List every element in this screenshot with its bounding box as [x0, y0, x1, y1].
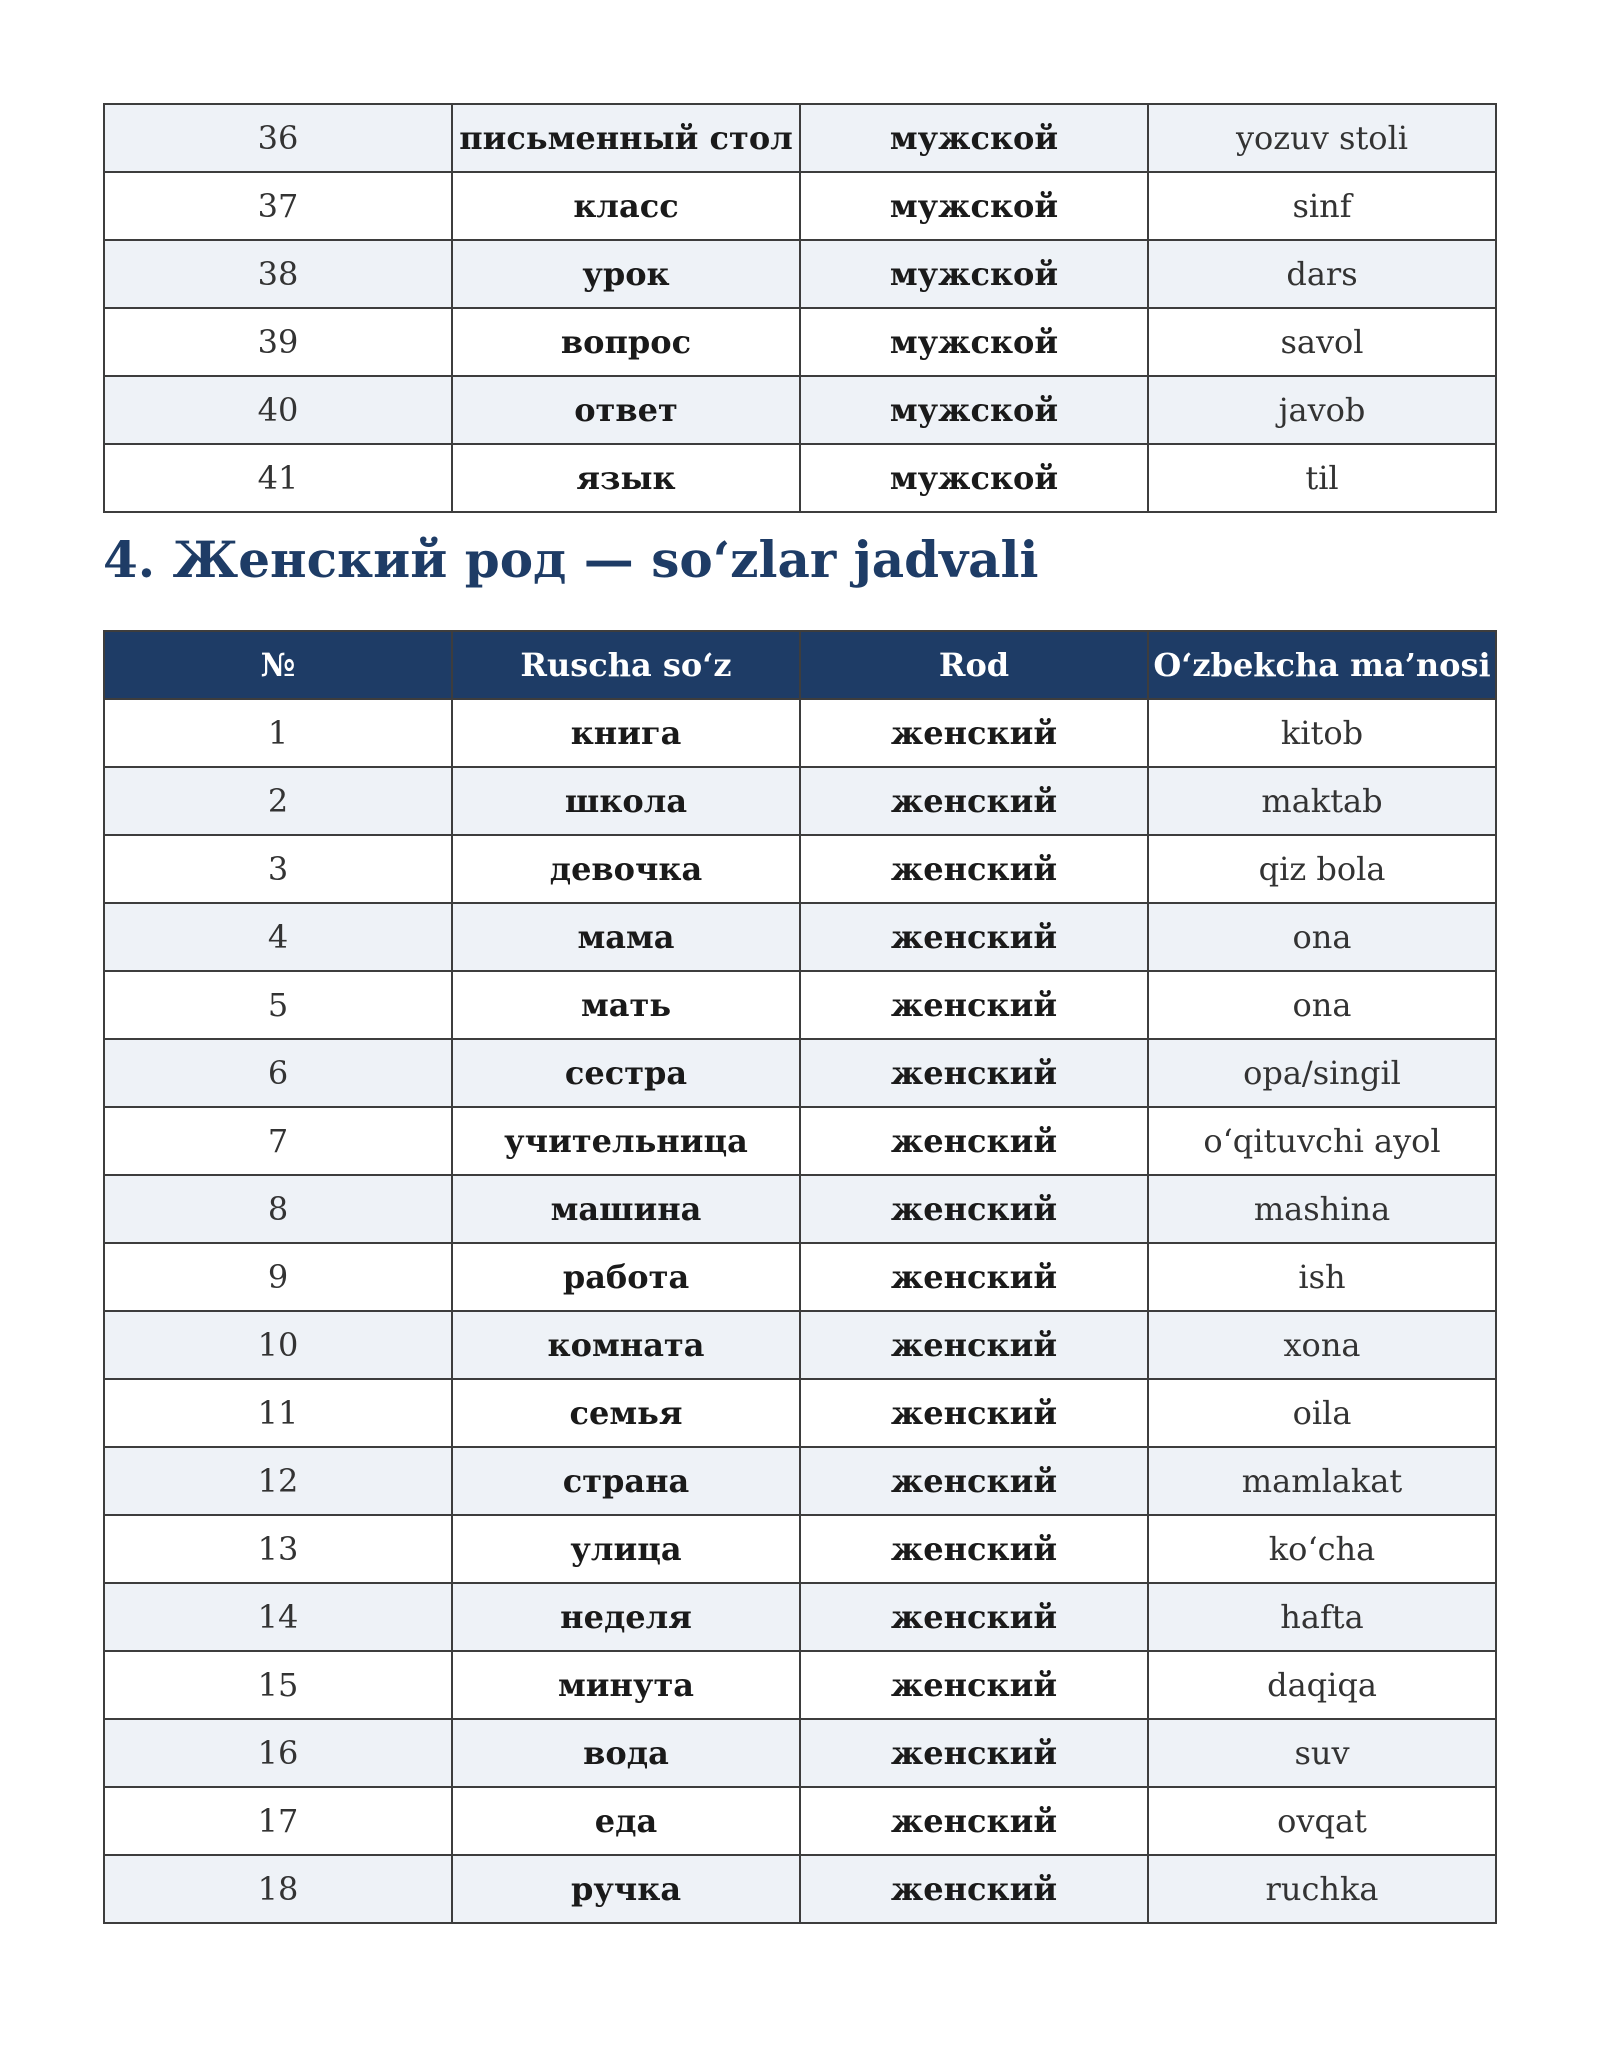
- gender-cell: женский: [800, 971, 1148, 1039]
- russian-word-cell: школа: [452, 767, 800, 835]
- table-row: [104, 240, 1496, 308]
- russian-word-cell: учительница: [452, 1107, 800, 1175]
- table-row: [104, 1039, 1496, 1107]
- uzbek-meaning-cell: xona: [1148, 1311, 1496, 1379]
- gender-cell: женский: [800, 1787, 1148, 1855]
- gender-cell: женский: [800, 1311, 1148, 1379]
- table-row: [104, 699, 1496, 767]
- row-number-cell: 17: [104, 1787, 452, 1855]
- table-row: [104, 903, 1496, 971]
- masculine-words-table: [103, 103, 1497, 513]
- table-row: [104, 1515, 1496, 1583]
- table-row: [104, 308, 1496, 376]
- table-row: [104, 444, 1496, 512]
- russian-word-cell: машина: [452, 1175, 800, 1243]
- russian-word-cell: неделя: [452, 1583, 800, 1651]
- table-row: [104, 376, 1496, 444]
- feminine-words-table: [103, 630, 1497, 1924]
- russian-word-cell: минута: [452, 1651, 800, 1719]
- gender-cell: женский: [800, 1719, 1148, 1787]
- row-number-cell: 11: [104, 1379, 452, 1447]
- russian-word-cell: письменный стол: [452, 104, 800, 172]
- header-number: №: [104, 631, 452, 699]
- russian-word-cell: мать: [452, 971, 800, 1039]
- header-row: [104, 631, 1496, 699]
- gender-cell: женский: [800, 1175, 1148, 1243]
- uzbek-meaning-cell: ona: [1148, 903, 1496, 971]
- russian-word-cell: мама: [452, 903, 800, 971]
- row-number-cell: 41: [104, 444, 452, 512]
- gender-cell: женский: [800, 767, 1148, 835]
- row-number-cell: 15: [104, 1651, 452, 1719]
- gender-cell: женский: [800, 1515, 1148, 1583]
- table-row: [104, 1855, 1496, 1923]
- uzbek-meaning-cell: mashina: [1148, 1175, 1496, 1243]
- masculine-words-table-body: [104, 104, 1496, 512]
- header-gender: Rod: [800, 631, 1148, 699]
- row-number-cell: 4: [104, 903, 452, 971]
- russian-word-cell: девочка: [452, 835, 800, 903]
- row-number-cell: 37: [104, 172, 452, 240]
- gender-cell: женский: [800, 835, 1148, 903]
- uzbek-meaning-cell: o‘qituvchi ayol: [1148, 1107, 1496, 1175]
- gender-cell: женский: [800, 1039, 1148, 1107]
- section-heading: 4. Женский род — so‘zlar jadvali: [103, 530, 1039, 589]
- table-row: [104, 1243, 1496, 1311]
- uzbek-meaning-cell: javob: [1148, 376, 1496, 444]
- row-number-cell: 39: [104, 308, 452, 376]
- gender-cell: мужской: [800, 308, 1148, 376]
- table-row: [104, 1447, 1496, 1515]
- gender-cell: женский: [800, 1651, 1148, 1719]
- table-row: [104, 1719, 1496, 1787]
- gender-cell: мужской: [800, 240, 1148, 308]
- row-number-cell: 9: [104, 1243, 452, 1311]
- row-number-cell: 40: [104, 376, 452, 444]
- russian-word-cell: комната: [452, 1311, 800, 1379]
- gender-cell: женский: [800, 1855, 1148, 1923]
- russian-word-cell: семья: [452, 1379, 800, 1447]
- uzbek-meaning-cell: ona: [1148, 971, 1496, 1039]
- row-number-cell: 36: [104, 104, 452, 172]
- uzbek-meaning-cell: suv: [1148, 1719, 1496, 1787]
- row-number-cell: 3: [104, 835, 452, 903]
- uzbek-meaning-cell: savol: [1148, 308, 1496, 376]
- russian-word-cell: книга: [452, 699, 800, 767]
- gender-cell: женский: [800, 1107, 1148, 1175]
- uzbek-meaning-cell: qiz bola: [1148, 835, 1496, 903]
- uzbek-meaning-cell: ko‘cha: [1148, 1515, 1496, 1583]
- header-russian-word: Ruscha so‘z: [452, 631, 800, 699]
- row-number-cell: 18: [104, 1855, 452, 1923]
- row-number-cell: 8: [104, 1175, 452, 1243]
- russian-word-cell: вопрос: [452, 308, 800, 376]
- uzbek-meaning-cell: opa/singil: [1148, 1039, 1496, 1107]
- russian-word-cell: страна: [452, 1447, 800, 1515]
- russian-word-cell: сестра: [452, 1039, 800, 1107]
- row-number-cell: 7: [104, 1107, 452, 1175]
- russian-word-cell: урок: [452, 240, 800, 308]
- table-row: [104, 1107, 1496, 1175]
- russian-word-cell: язык: [452, 444, 800, 512]
- row-number-cell: 1: [104, 699, 452, 767]
- uzbek-meaning-cell: hafta: [1148, 1583, 1496, 1651]
- uzbek-meaning-cell: sinf: [1148, 172, 1496, 240]
- table-row: [104, 1651, 1496, 1719]
- table-row: [104, 1787, 1496, 1855]
- row-number-cell: 10: [104, 1311, 452, 1379]
- uzbek-meaning-cell: ish: [1148, 1243, 1496, 1311]
- russian-word-cell: вода: [452, 1719, 800, 1787]
- row-number-cell: 5: [104, 971, 452, 1039]
- feminine-words-table-header: [104, 631, 1496, 699]
- table-row: [104, 1583, 1496, 1651]
- row-number-cell: 2: [104, 767, 452, 835]
- gender-cell: женский: [800, 1583, 1148, 1651]
- uzbek-meaning-cell: yozuv stoli: [1148, 104, 1496, 172]
- gender-cell: мужской: [800, 376, 1148, 444]
- uzbek-meaning-cell: dars: [1148, 240, 1496, 308]
- russian-word-cell: класс: [452, 172, 800, 240]
- table-row: [104, 1175, 1496, 1243]
- gender-cell: женский: [800, 1447, 1148, 1515]
- uzbek-meaning-cell: daqiqa: [1148, 1651, 1496, 1719]
- table-row: [104, 971, 1496, 1039]
- russian-word-cell: работа: [452, 1243, 800, 1311]
- table-row: [104, 1311, 1496, 1379]
- uzbek-meaning-cell: maktab: [1148, 767, 1496, 835]
- row-number-cell: 14: [104, 1583, 452, 1651]
- table-row: [104, 172, 1496, 240]
- gender-cell: женский: [800, 699, 1148, 767]
- uzbek-meaning-cell: ruchka: [1148, 1855, 1496, 1923]
- gender-cell: женский: [800, 903, 1148, 971]
- table-row: [104, 767, 1496, 835]
- row-number-cell: 12: [104, 1447, 452, 1515]
- uzbek-meaning-cell: oila: [1148, 1379, 1496, 1447]
- row-number-cell: 16: [104, 1719, 452, 1787]
- row-number-cell: 38: [104, 240, 452, 308]
- table-row: [104, 104, 1496, 172]
- gender-cell: мужской: [800, 104, 1148, 172]
- uzbek-meaning-cell: mamlakat: [1148, 1447, 1496, 1515]
- uzbek-meaning-cell: ovqat: [1148, 1787, 1496, 1855]
- uzbek-meaning-cell: til: [1148, 444, 1496, 512]
- russian-word-cell: ручка: [452, 1855, 800, 1923]
- row-number-cell: 13: [104, 1515, 452, 1583]
- gender-cell: мужской: [800, 444, 1148, 512]
- feminine-words-table-body: [104, 699, 1496, 1923]
- russian-word-cell: улица: [452, 1515, 800, 1583]
- gender-cell: женский: [800, 1243, 1148, 1311]
- header-uzbek-meaning: O‘zbekcha ma’nosi: [1148, 631, 1496, 699]
- russian-word-cell: еда: [452, 1787, 800, 1855]
- gender-cell: мужской: [800, 172, 1148, 240]
- gender-cell: женский: [800, 1379, 1148, 1447]
- russian-word-cell: ответ: [452, 376, 800, 444]
- table-row: [104, 835, 1496, 903]
- uzbek-meaning-cell: kitob: [1148, 699, 1496, 767]
- row-number-cell: 6: [104, 1039, 452, 1107]
- table-row: [104, 1379, 1496, 1447]
